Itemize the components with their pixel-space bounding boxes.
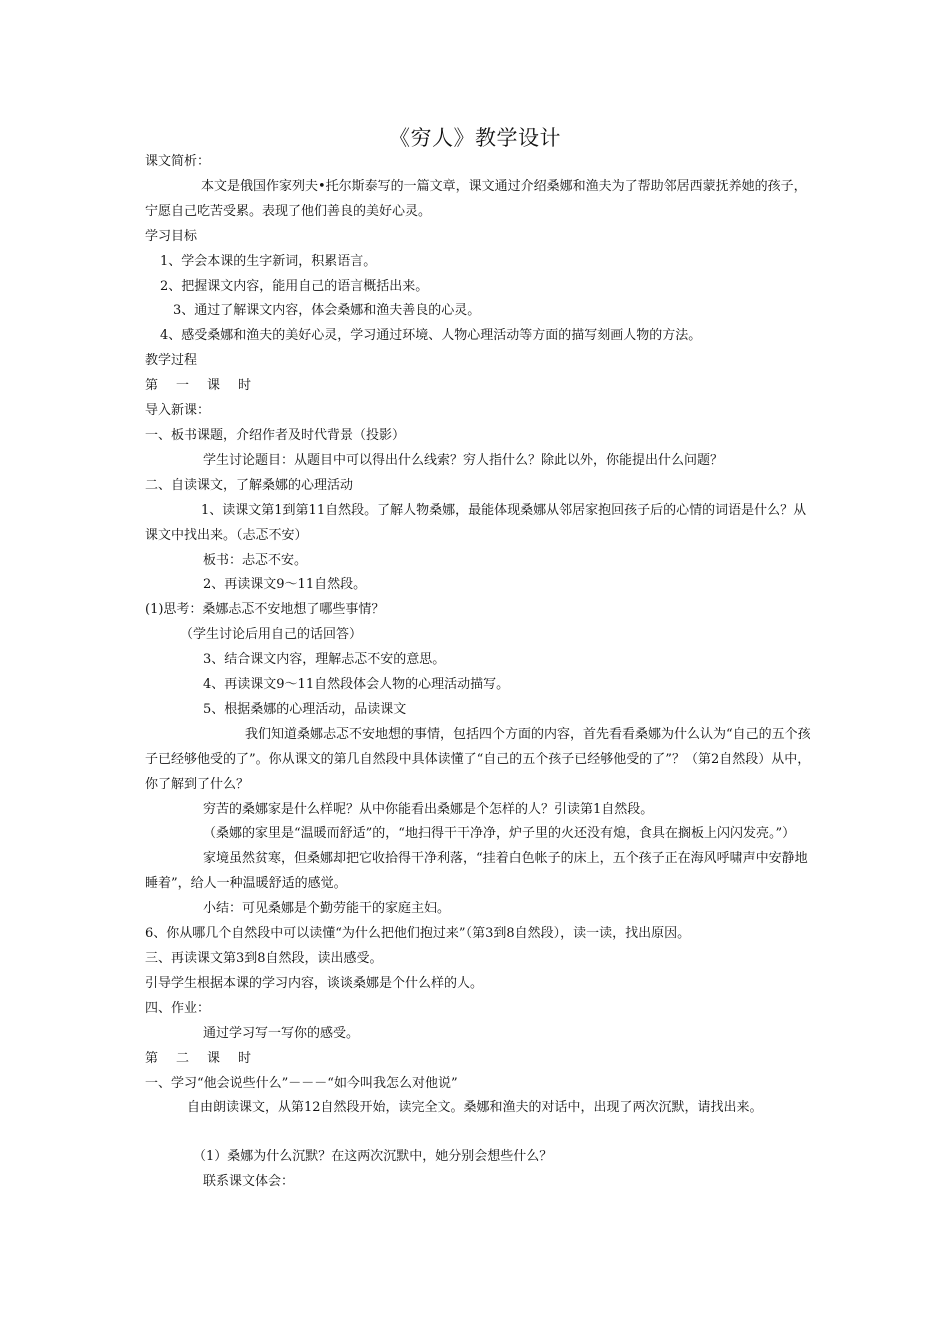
section-heading: 学习目标: [145, 228, 198, 244]
paragraph: （学生讨论后用自己的话回答）: [180, 627, 363, 643]
paragraph: 通过学习写一写你的感受。: [203, 1025, 360, 1041]
paragraph: 小结：可见桑娜是个勤劳能干的家庭主妇。: [203, 901, 451, 917]
lesson-heading: 第一课时: [145, 378, 270, 394]
paragraph: （1）桑娜为什么沉默？在这两次沉默中，她分别会想些什么？: [193, 1149, 553, 1165]
list-item: 2、把握课文内容，能用自己的语言概括出来。: [160, 278, 429, 294]
paragraph: 6、你从哪几个自然段中可以读懂“为什么把他们抱过来”（第3到8自然段），读一读，找出原因。: [145, 926, 691, 942]
paragraph: 本文是俄国作家列夫•托尔斯泰写的一篇文章，课文通过介绍桑娜和渔夫为了帮助邻居西蒙抚养她的孩子，宁愿自己吃苦受累。表现了他们善良的美好心灵。: [145, 178, 807, 219]
section-heading: 导入新课：: [145, 403, 211, 419]
paragraph: （桑娜的家里是“温暖而舒适”的，“地扫得干干净净，炉子里的火还没有熄，食具在搁板上闪闪发亮。”）: [203, 826, 796, 842]
paragraph: 家境虽然贫寒，但桑娜却把它收拾得干净利落，“挂着白色帐子的床上，五个孩子正在海风呼啸声中安静地睡着”，给人一种温暖舒适的感觉。: [145, 851, 808, 892]
spacer: [145, 1121, 815, 1145]
document-title: 《穷人》教学设计: [389, 126, 561, 150]
list-item: 4、感受桑娜和渔夫的美好心灵，学习通过环境、人物心理活动等方面的描写刻画人物的方法。: [160, 328, 702, 344]
document-body: [145, 150, 815, 1195]
paragraph: 1、读课文第1到第11自然段。了解人物桑娜，最能体现桑娜从邻居家抱回孩子后的心情的词语是什么？从课文中找出来。（忐忑不安）: [145, 502, 807, 543]
list-item: 1、学会本课的生字新词，积累语言。: [160, 253, 377, 269]
paragraph: 自由朗读课文，从第12自然段开始，读完全文。桑娜和渔夫的对话中，出现了两次沉默，请找出来。: [187, 1100, 763, 1116]
paragraph: (1)思考：桑娜忐忑不安地想了哪些事情？: [145, 602, 385, 618]
section-heading: 课文简析：: [145, 154, 211, 169]
paragraph: 板书：忐忑不安。: [203, 552, 308, 568]
paragraph: 学生讨论题目：从题目中可以得出什么线索？穷人指什么？除此以外，你能提出什么问题？: [203, 452, 724, 468]
lesson-heading: 第二课时: [145, 1050, 270, 1066]
step-heading: 一、板书课题，介绍作者及时代背景（投影）: [145, 427, 406, 443]
paragraph: 联系课文体会：: [203, 1174, 295, 1190]
step-heading: 四、作业：: [145, 1000, 211, 1016]
paragraph: 引导学生根据本课的学习内容，谈谈桑娜是个什么样的人。: [145, 975, 484, 991]
paragraph: 3、结合课文内容，理解忐忑不安的意思。: [203, 652, 446, 668]
paragraph: 我们知道桑娜忐忑不安地想的事情，包括四个方面的内容，首先看看桑娜为什么认为“自己的五个孩子已经够他受的了”。你从课文的第几自然段中具体读懂了“自己的五个孩子已经够他受的了”？（第2自然段）从中，你了解到了什么？: [145, 726, 811, 792]
step-heading: 三、再读课文第3到8自然段，读出感受。: [145, 951, 383, 966]
paragraph: 2、再读课文9～11自然段。: [203, 577, 367, 593]
paragraph: 5、根据桑娜的心理活动，品读课文: [203, 701, 407, 717]
list-item: 3、通过了解课文内容，体会桑娜和渔夫善良的心灵。: [173, 303, 481, 319]
paragraph: 4、再读课文9～11自然段体会人物的心理活动描写。: [203, 677, 510, 693]
step-heading: 一、学习“他会说些什么”－－－“如今叫我怎么对他说”: [145, 1075, 458, 1091]
paragraph: 穷苦的桑娜家是什么样呢？从中你能看出桑娜是个怎样的人？引读第1自然段。: [203, 801, 654, 817]
section-heading: 教学过程: [145, 353, 198, 369]
step-heading: 二、自读课文，了解桑娜的心理活动: [145, 477, 354, 493]
